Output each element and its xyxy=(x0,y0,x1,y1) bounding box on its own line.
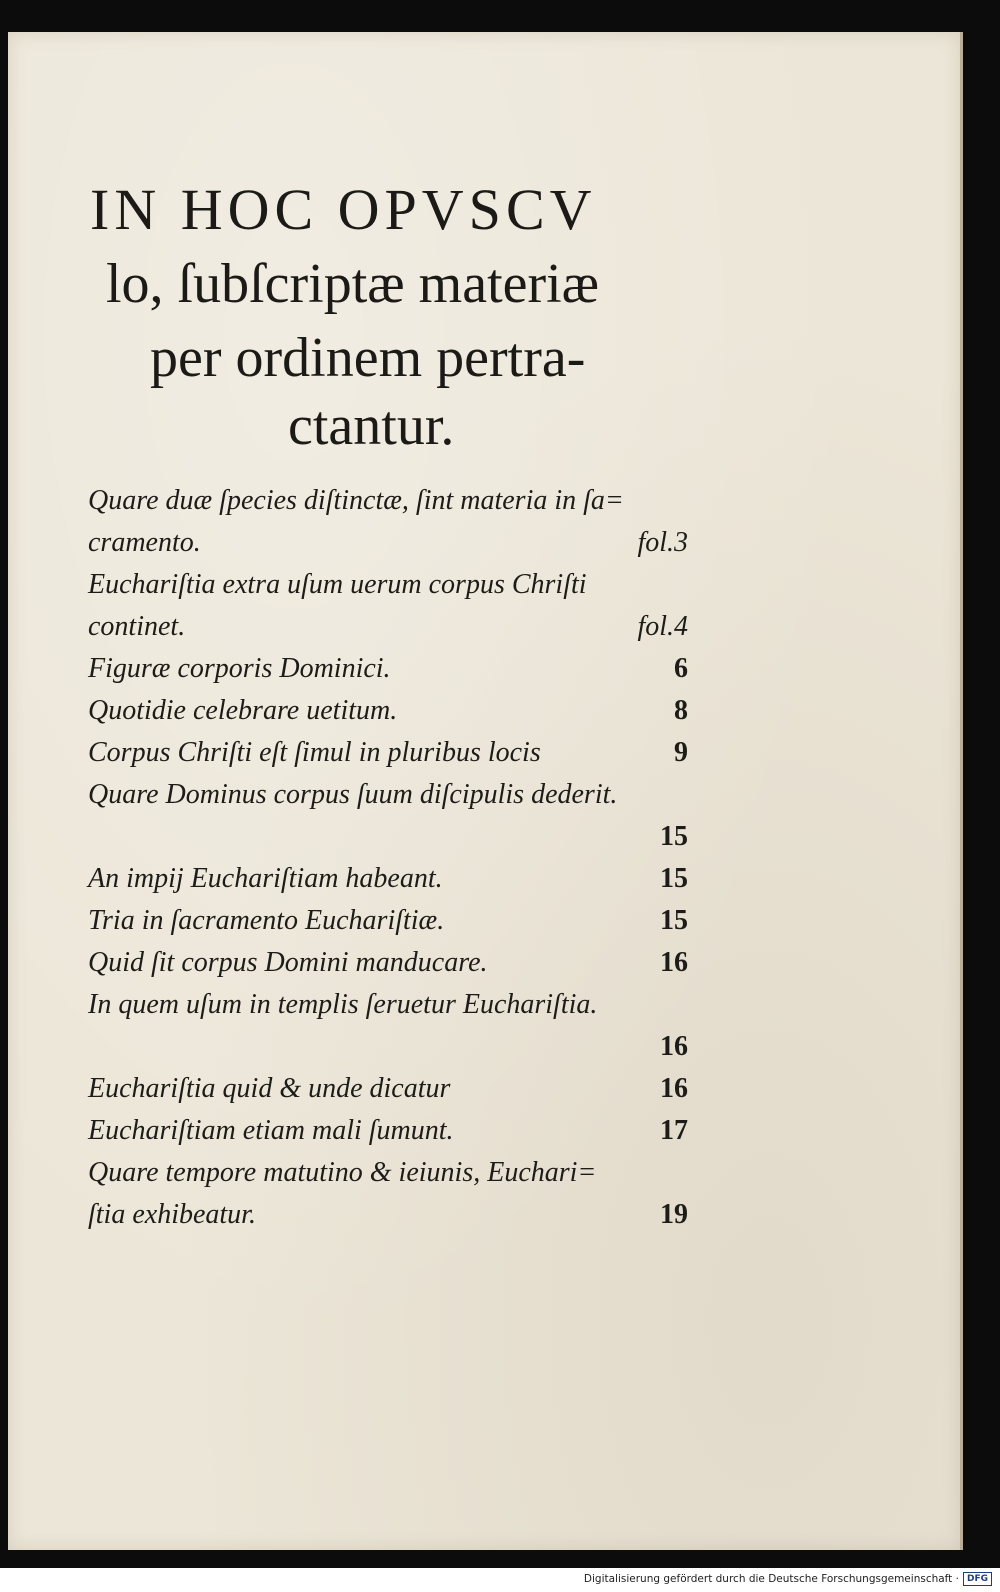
toc-entry-page: fol.4 xyxy=(637,611,688,642)
toc-entry-page: 16 xyxy=(660,1073,688,1104)
toc-entry-text: Euchariſtiam etiam mali ſumunt. xyxy=(88,1115,454,1146)
toc-entry xyxy=(88,1152,688,1194)
toc-entry xyxy=(88,984,688,1026)
toc-entry-page: 15 xyxy=(660,905,688,936)
toc-entry-text: ſtia exhibeatur. xyxy=(88,1199,256,1230)
toc-entry xyxy=(88,732,688,774)
toc-entry-page: 15 xyxy=(660,863,688,894)
toc-entry xyxy=(88,774,688,816)
toc-entry-text: Euchariſtia extra uſum uerum corpus Chriſti xyxy=(88,569,587,600)
toc-entry-text: Quare Dominus corpus ſuum diſcipulis dederit. xyxy=(88,779,618,810)
toc-entry-page: 6 xyxy=(674,653,688,684)
toc-entry-text: Tria in ſacramento Euchariſtiæ. xyxy=(88,905,445,936)
toc-entry-text: In quem uſum in templis ſeruetur Euchariſtia. xyxy=(88,989,598,1020)
toc-entry xyxy=(88,816,688,858)
toc-entry-page: 19 xyxy=(660,1199,688,1230)
toc-entry-text: An impij Euchariſtiam habeant. xyxy=(88,863,443,894)
toc-entry xyxy=(88,648,688,690)
toc-entry xyxy=(88,1110,688,1152)
toc-entry xyxy=(88,522,688,564)
toc-entry-text: Quotidie celebrare uetitum. xyxy=(88,695,398,726)
book-page xyxy=(8,32,963,1550)
toc-entry-text: continet. xyxy=(88,611,186,642)
toc-entry xyxy=(88,1068,688,1110)
toc-entry xyxy=(88,480,688,522)
toc-entry-page: 16 xyxy=(660,947,688,978)
title-line: ctantur. xyxy=(288,395,455,457)
toc-entry xyxy=(88,690,688,732)
title-line: IN HOC OPVSCV xyxy=(90,177,597,242)
toc-entry xyxy=(88,942,688,984)
toc-entry-page: fol.3 xyxy=(637,527,688,558)
table-of-contents xyxy=(88,480,688,1236)
toc-entry-text: Euchariſtia quid & unde dicatur xyxy=(88,1073,451,1104)
toc-entry-text: Quid ſit corpus Domini manducare. xyxy=(88,947,488,978)
toc-entry xyxy=(88,606,688,648)
toc-entry-page: 16 xyxy=(660,1031,688,1062)
dfg-logo: DFG xyxy=(963,1572,992,1586)
digitization-credit xyxy=(584,1572,992,1586)
toc-entry xyxy=(88,564,688,606)
toc-entry-page: 8 xyxy=(674,695,688,726)
toc-entry-text: Figuræ corporis Dominici. xyxy=(88,653,391,684)
toc-entry-text: Quare tempore matutino & ieiunis, Euchari= xyxy=(88,1157,597,1188)
toc-entry xyxy=(88,1026,688,1068)
toc-entry xyxy=(88,1194,688,1236)
toc-entry xyxy=(88,858,688,900)
toc-entry-text: Quare duæ ſpecies diſtinctæ, ſint materia in ſa= xyxy=(88,485,624,516)
credit-text: Digitalisierung gefördert durch die Deutsche Forschungsgemeinschaft · xyxy=(583,1573,959,1585)
toc-entry-page: 15 xyxy=(660,821,688,852)
title-line: lo, ſubſcriptæ materiæ xyxy=(106,253,600,315)
title-line: per ordinem pertra- xyxy=(150,327,586,389)
toc-entry-page: 9 xyxy=(674,737,688,768)
toc-entry xyxy=(88,900,688,942)
toc-entry-text: cramento. xyxy=(88,527,201,558)
toc-entry-page: 17 xyxy=(660,1115,688,1146)
toc-entry-text: Corpus Chriſti eſt ſimul in pluribus locis xyxy=(88,737,541,768)
